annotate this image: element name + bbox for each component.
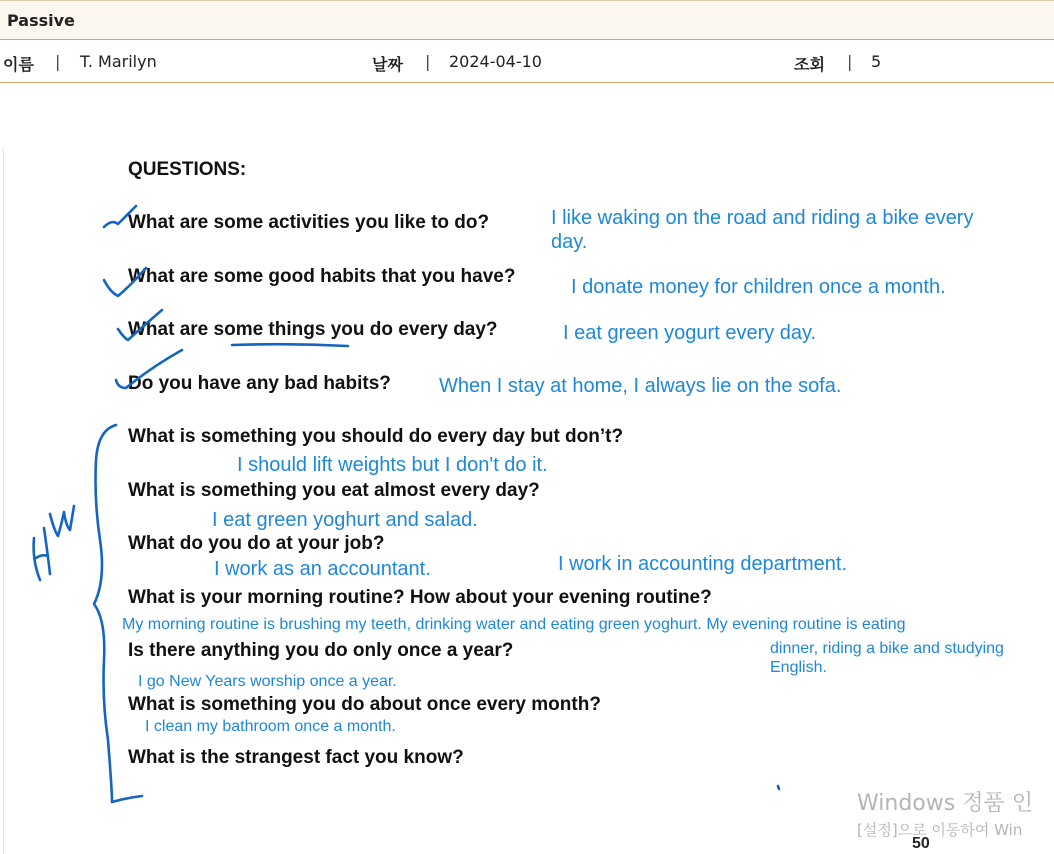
question-4: Do you have any bad habits? — [128, 373, 391, 394]
date-separator: | — [425, 52, 431, 71]
hw-letter-w — [50, 506, 74, 536]
answer-10: I clean my bathroom once a month. — [145, 718, 396, 735]
views-label: 조회 — [794, 55, 825, 74]
page-number: 50 — [912, 835, 930, 852]
answer-7a: I work as an accountant. — [214, 558, 431, 580]
questions-heading: QUESTIONS: — [128, 159, 247, 180]
post-title: Passive — [7, 11, 75, 30]
question-8: What is your morning routine? How about your evening routine? — [128, 587, 712, 608]
checkmark-1 — [104, 206, 136, 227]
bracket — [94, 425, 142, 802]
answer-5: I should lift weights but I don't do it. — [237, 454, 548, 476]
answer-8a: My morning routine is brushing my teeth, drinking water and eating green yoghurt. My evening routine is eating — [122, 616, 906, 633]
question-9: Is there anything you do only once a year? — [128, 640, 514, 661]
question-3: What are some things you do every day? — [128, 319, 498, 340]
question-1: What are some activities you like to do? — [128, 212, 490, 233]
answer-9: I go New Years worship once a year. — [138, 673, 397, 690]
author-label: 이름 — [3, 55, 34, 74]
question-11: What is the strangest fact you know? — [128, 747, 464, 768]
checkmark-4 — [116, 350, 182, 388]
question-7: What do you do at your job? — [128, 533, 385, 554]
author-value: T. Marilyn — [80, 52, 157, 71]
date-label: 날짜 — [372, 55, 403, 74]
question-6: What is something you eat almost every day? — [128, 480, 540, 501]
activation-watermark-line2: [설정]으로 이동하여 Win — [857, 821, 1023, 839]
question-5: What is something you should do every day but don’t? — [128, 426, 624, 447]
question-10: What is something you do about once every month? — [128, 694, 601, 715]
answer-8b: dinner, riding a bike and studying English. — [770, 640, 1004, 676]
checkmark-2 — [104, 268, 146, 296]
checkmark-3 — [118, 310, 162, 340]
answer-2: I donate money for children once a month. — [571, 276, 946, 298]
answer-3: I eat green yogurt every day. — [563, 322, 817, 344]
answer-1: I like waking on the road and riding a bike every day. — [551, 207, 974, 253]
activation-watermark-line1: Windows 정품 인 — [857, 791, 1033, 816]
views-separator: | — [847, 52, 853, 71]
answer-7b: I work in accounting department. — [558, 553, 848, 575]
ink-dot — [778, 786, 779, 789]
date-value: 2024-04-10 — [449, 52, 542, 71]
question-2: What are some good habits that you have? — [128, 266, 516, 287]
answer-4: When I stay at home, I always lie on the sofa. — [439, 375, 842, 397]
views-value: 5 — [871, 52, 882, 71]
answer-6: I eat green yoghurt and salad. — [212, 509, 478, 531]
author-separator: | — [55, 52, 61, 71]
underline — [232, 344, 348, 346]
hw-letter-h — [34, 528, 50, 580]
